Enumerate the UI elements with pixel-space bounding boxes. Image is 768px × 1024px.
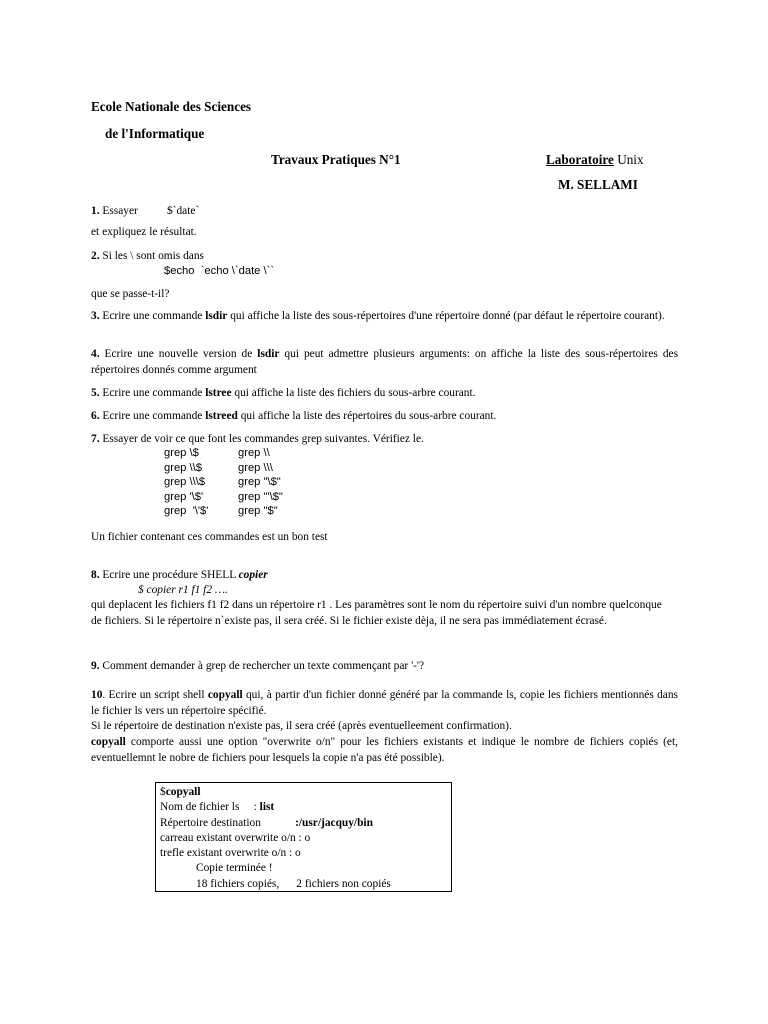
q10-paragraph2 [91, 735, 678, 766]
q5-number: 5. [91, 387, 100, 399]
example-session-box [155, 782, 452, 892]
example-command: copyall [165, 786, 201, 798]
tp-title: Travaux Pratiques N°1 [271, 152, 401, 167]
q8-usage: $ copier r1 f1 f2 …. [138, 584, 228, 596]
q4-pre: Ecrire une nouvelle version de [99, 348, 258, 360]
q2-number: 2. [91, 250, 100, 262]
q2-text-a: Si les \ sont omis dans [99, 250, 204, 262]
q3-command-name: lsdir [205, 310, 228, 322]
q1-command: $`date` [167, 205, 200, 217]
q2-line [91, 249, 204, 264]
q8-line [91, 568, 268, 583]
q10-script-name-2: copyall [91, 736, 126, 748]
q4-number: 4. [91, 348, 100, 360]
example-line-3 [160, 816, 451, 831]
author: M. SELLAMI [558, 177, 638, 192]
q7-footer: Un fichier contenant ces commandes est un bon test [91, 531, 328, 543]
q8-number: 8. [91, 569, 100, 581]
q10-post2: comporte aussi une option "overwrite o/n" pour les fichiers existants et indique le nombre de fichiers copiés (et, eventuellemnt le nobre de fichiers pour lesquels la copie n'a pas été possible). [91, 736, 678, 764]
q2-command: $echo `echo \`date \`` [164, 265, 275, 277]
grep-row [164, 446, 283, 461]
school-name-line2: de l'Informatique [105, 126, 205, 141]
q8-pre: Ecrire une procédure SHELL [99, 569, 239, 581]
example-line-4: carreau existant overwrite o/n : o [160, 831, 311, 844]
q10-paragraph [91, 688, 678, 719]
school-name-line1: Ecole Nationale des Sciences [91, 99, 252, 114]
grep-row [164, 490, 283, 505]
q5-command-name: lstree [205, 387, 232, 399]
q5-post: qui affiche la liste des fichiers du sous-arbre courant. [231, 387, 476, 399]
example-dest-label: Répertoire destination [160, 816, 296, 829]
grep-commands-table [164, 446, 283, 519]
q5-line [91, 386, 476, 401]
q4-post: qui peut admettre plusieurs arguments: on affiche la liste des sous-répertoires des répertoires donnés comme argument [91, 348, 679, 376]
q1-text-b: et expliquez le résultat. [91, 226, 197, 238]
q1-text-a: Essayer [99, 205, 138, 217]
q4-command-name: lsdir [257, 348, 280, 360]
q3-post: qui affiche la liste des sous-répertoires d'une répertoire donné (par défaut le répertoire courant). [227, 310, 665, 322]
grep-cell: grep \\$ [164, 461, 202, 474]
q7-number: 7. [91, 433, 100, 445]
q4-paragraph [91, 347, 678, 378]
q1-line [91, 204, 138, 219]
example-dest-value: :/usr/jacquy/bin [295, 816, 373, 829]
example-line-5: trefle existant overwrite o/n : o [160, 847, 301, 860]
q6-line [91, 409, 496, 424]
grep-cell: grep "\$" [238, 476, 281, 489]
lab-word: Laboratoire [546, 152, 614, 167]
example-line-1 [160, 785, 451, 800]
q8-paragraph: qui deplacent les fichiers f1 f2 dans un répertoire r1 . Les paramètres sont le nom du répertoire suivi d'un nombre quelconque de fichiers. Si le répertoire n`existe pas, il sera créé. Si le fichier existe dèja, il ne sera pas immédiatement écrasé. [91, 599, 662, 627]
grep-cell: grep '\$' [164, 490, 204, 503]
q10-pre: . Ecrire un script shell [102, 689, 208, 701]
example-ls-label: Nom de fichier ls : [160, 801, 260, 814]
q6-post: qui affiche la liste des répertoires du sous-arbre courant. [237, 410, 497, 422]
grep-cell: grep \\\ [238, 461, 273, 474]
q10-script-name: copyall [207, 689, 243, 701]
example-line-2 [160, 800, 451, 815]
q3-pre: Ecrire une commande [99, 310, 206, 322]
example-prompt: $ [160, 786, 166, 798]
grep-cell: grep '\'$' [164, 505, 209, 518]
grep-row [164, 461, 283, 476]
example-line-7: 18 fichiers copiés, 2 fichiers non copiés [196, 877, 391, 890]
q9-text: Comment demander à grep de rechercher un texte commençant par '-'? [99, 660, 425, 672]
q9-line [91, 659, 424, 674]
lab-title [546, 152, 644, 168]
q1-number: 1. [91, 205, 100, 217]
grep-row [164, 475, 283, 490]
lab-rest: Unix [613, 152, 644, 167]
grep-cell: grep \$ [164, 447, 199, 459]
grep-cell: grep "'\$" [238, 490, 283, 503]
q10-post: qui, à partir d'un fichier donné généré par la commande ls, copie les fichiers mentionnés dans le fichier ls vers un répertoire spécifié. [91, 689, 678, 717]
q7-line [91, 432, 424, 447]
q6-number: 6. [91, 410, 100, 422]
q9-number: 9. [91, 660, 100, 672]
example-line-6: Copie terminée ! [196, 862, 273, 875]
q6-command-name: lstreed [205, 410, 238, 422]
q8-procedure-name: copier [238, 569, 268, 581]
q7-text: Essayer de voir ce que font les commandes grep suivantes. Vérifiez le. [99, 433, 424, 445]
example-ls-value: list [259, 801, 275, 814]
q3-number: 3. [91, 310, 100, 322]
q10-line2: Si le répertoire de destination n'existe pas, il sera créé (après eventuelleement confirmation). [91, 720, 512, 732]
q10-number: 10 [91, 689, 103, 701]
q5-pre: Ecrire une commande [99, 387, 206, 399]
q2-text-b: que se passe-t-il? [91, 288, 170, 300]
grep-row [164, 504, 283, 519]
grep-cell: grep \\\$ [164, 476, 206, 489]
q6-pre: Ecrire une commande [99, 410, 206, 422]
q3-paragraph [91, 309, 678, 325]
grep-cell: grep \\ [238, 447, 270, 459]
grep-cell: grep "$" [238, 505, 278, 518]
